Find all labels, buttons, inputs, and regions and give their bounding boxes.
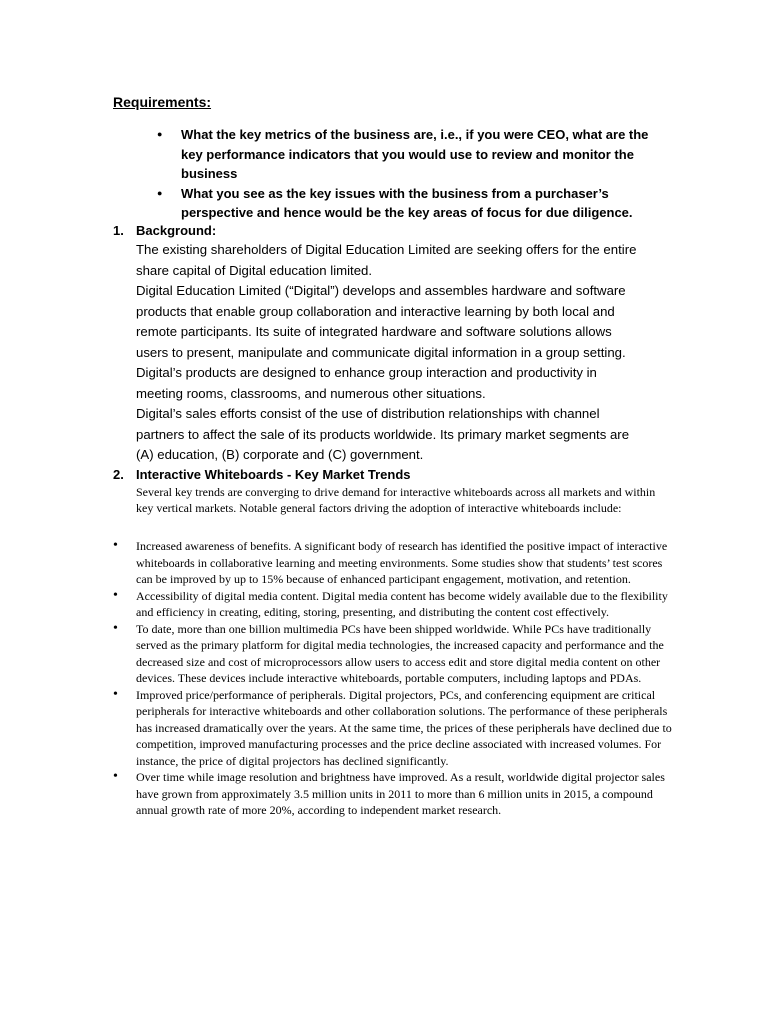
trend-item: • Increased awareness of benefits. A significant body of research has identified the positive impact of interactive whiteboards in collaborative learning and meeting environments. Some studies show that students’ test scores can be improved by up to 15% because of enhanced participant engagement, motivation, and retention. xyxy=(113,538,673,588)
whiteboards-heading xyxy=(113,466,653,484)
whiteboards-intro xyxy=(136,485,656,516)
section-heading: Background: xyxy=(136,223,217,238)
whiteboards-intro-text: Several key trends are converging to drive demand for interactive whiteboards across all markets and within key vertical markets. Notable general factors driving the adoption of interactive whiteboards include: xyxy=(136,485,656,515)
whiteboards-section xyxy=(113,466,656,516)
background-paragraph: Digital Education Limited (“Digital”) develops and assembles hardware and software products that enable group collaboration and interactive learning by both local and remote participants. Its suite of integrated hardware and software solutions allows users to present, manipulate and communicate digital information in a group setting. xyxy=(136,283,626,360)
background-paragraph: The existing shareholders of Digital Education Limited are seeking offers for the entire share capital of Digital education limited. xyxy=(136,242,637,278)
trend-item: • Accessibility of digital media content. Digital media content has become widely available due to the flexibility and efficiency in creating, editing, storing, presenting, and distributing the content cost effectively. xyxy=(113,588,673,621)
requirements-list xyxy=(181,125,661,223)
trend-item: • To date, more than one billion multimedia PCs have been shipped worldwide. While PCs have traditionally served as the primary platform for digital media technologies, the increased capacity and performance and the decreased size and cost of microprocessors allow users to access edit and store digital media content on other devices. These devices include interactive whiteboards, portable computers, including laptops and PDAs. xyxy=(113,621,673,687)
trends-list xyxy=(113,538,673,819)
section-number: 2. xyxy=(113,467,124,482)
background-paragraph: Digital’s products are designed to enhance group interaction and productivity in meeting rooms, classrooms, and numerous other situations. xyxy=(136,365,597,401)
section-heading: Interactive Whiteboards - Key Market Trends xyxy=(136,467,411,482)
requirement-item: ● What the key metrics of the business are, i.e., if you were CEO, what are the key performance indicators that you would use to review and monitor the business xyxy=(181,125,661,184)
trend-item: • Over time while image resolution and brightness have improved. As a result, worldwide digital projector sales have grown from approximately 3.5 million units in 2011 to more than 6 million units in 2015, a compound annual growth rate of more 20%, according to independent market research. xyxy=(113,769,673,819)
background-section xyxy=(113,222,653,466)
background-body xyxy=(136,240,646,466)
background-paragraph: Digital’s sales efforts consist of the use of distribution relationships with channel partners to affect the sale of its products worldwide. Its primary market segments are (A) education, (B) corporate and (C) government. xyxy=(136,406,630,462)
trend-item: • Improved price/performance of peripherals. Digital projectors, PCs, and conferencing equipment are critical peripherals for interactive whiteboards and other collaboration solutions. The performance of these peripherals has increased dramatically over the years. At the same time, the prices of these peripherals have declined due to competition, improved manufacturing processes and the price decline associated with increased volumes. For instance, the price of digital projectors has declined significantly. xyxy=(113,687,673,770)
requirement-item: ● What you see as the key issues with the business from a purchaser’s perspective and hence would be the key areas of focus for due diligence. xyxy=(181,184,661,223)
section-number: 1. xyxy=(113,223,124,238)
requirements-title: Requirements: xyxy=(113,94,212,110)
background-heading xyxy=(113,222,653,240)
